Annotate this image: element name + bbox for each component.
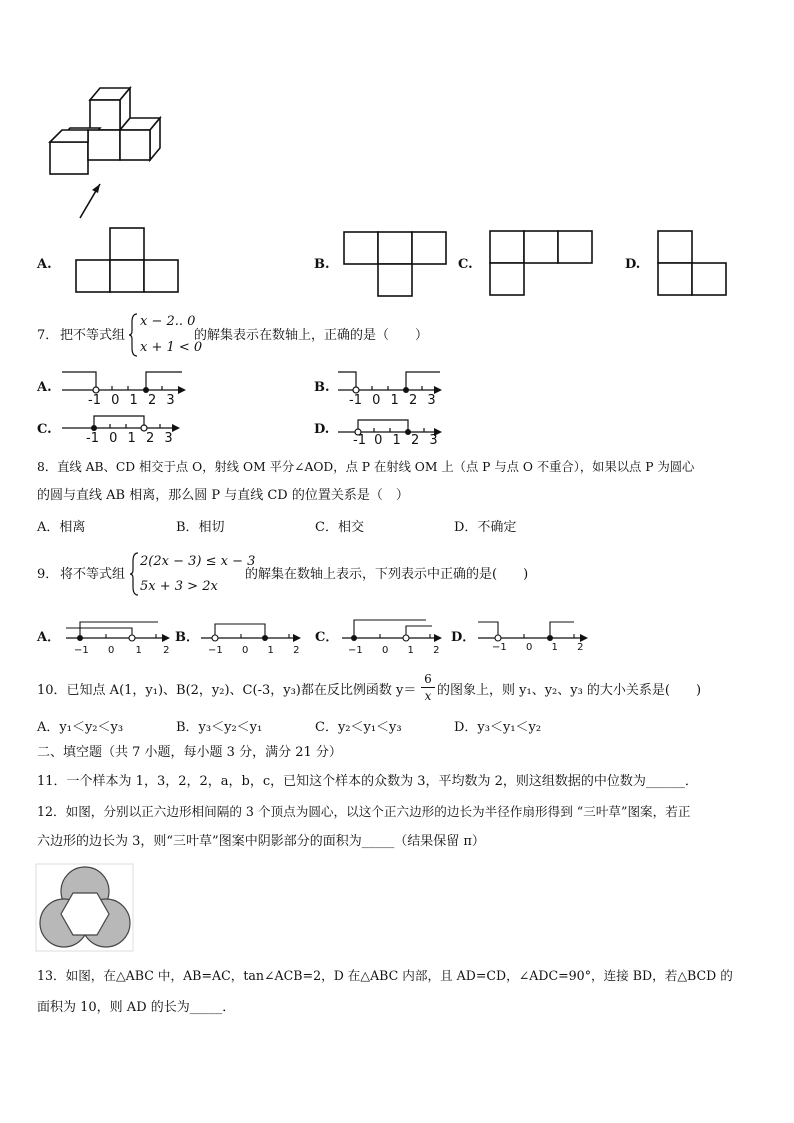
- q6-net-c: [488, 229, 598, 299]
- q10-pre: 10．已知点 A(1，y₁)、B(2，y₂)、C(-3，y₃)都在反比例函数 y＝: [37, 683, 417, 698]
- q7-system-line-2: x + 1 < 0: [140, 340, 203, 355]
- q7-ticks-a: -1 0 1 2 3: [88, 393, 175, 408]
- q7-ticks-c: -1 0 1 2 3: [86, 431, 173, 446]
- q7-ticks-b: -1 0 1 2 3: [349, 393, 436, 408]
- q9-ticks-a: −1 0 1 2: [74, 645, 170, 656]
- q7-option-a[interactable]: A.: [37, 380, 52, 395]
- q6-net-b: [342, 230, 452, 300]
- q9-option-d[interactable]: D．: [451, 630, 476, 645]
- q10-fraction: [421, 672, 435, 703]
- q9-brace: [130, 551, 140, 597]
- q12-line-2: 六边形的边长为 3，则“三叶草”图案中阴影部分的面积为_____（结果保留 π）: [37, 834, 485, 849]
- q13-line-2: 面积为 10，则 AD 的长为_____．: [37, 1000, 236, 1015]
- q7-option-c[interactable]: C.: [37, 422, 52, 437]
- q10-fraction-bar: [421, 687, 435, 688]
- q7-system-line-1: x − 2.. 0: [140, 314, 196, 329]
- q6-option-d[interactable]: D.: [625, 257, 641, 272]
- q7-pre: 把不等式组: [60, 328, 126, 343]
- three-leaf-figure: [35, 863, 135, 953]
- q9-ticks-d: −1 0 1 2: [492, 642, 584, 653]
- q9-option-b[interactable]: B．: [175, 630, 199, 645]
- q9-post: 的解集在数轴上表示，下列表示中正确的是( ): [245, 567, 529, 582]
- q9-option-a[interactable]: A．: [37, 630, 61, 645]
- q13-line-1: 13．如图，在△ABC 中，AB=AC，tan∠ACB=2，D 在△ABC 内部，且 AD=CD，∠ADC=90°，连接 BD，若△BCD 的: [37, 968, 733, 983]
- q10-fraction-numerator: 6: [424, 672, 432, 686]
- q6-option-a[interactable]: A.: [37, 257, 52, 272]
- q9-system-line-2: 5x + 3 > 2x: [140, 579, 218, 594]
- q7-post: 的解集表示在数轴上，正确的是（ ）: [194, 328, 429, 343]
- q7-option-d[interactable]: D.: [314, 422, 330, 437]
- q8-line-2: 的圆与直线 AB 相离，那么圆 P 与直线 CD 的位置关系是（ ）: [37, 488, 409, 503]
- q9-ticks-b: −1 0 1 2: [208, 645, 300, 656]
- q7-ticks-d: -1 0 1 2 3: [353, 433, 438, 448]
- q11-text: 11．一个样本为 1，3，2，2，a，b，c，已知这个样本的众数为 3，平均数为 2，则这组数据的中位数为______．: [37, 774, 698, 789]
- q7-option-b[interactable]: B.: [314, 380, 330, 395]
- q10-post: 的图象上，则 y₁、y₂、y₃ 的大小关系是( ): [437, 683, 702, 698]
- q8-choice-d[interactable]: D．不确定: [454, 520, 517, 535]
- q9-pre: 将不等式组: [60, 567, 126, 582]
- q8-choice-c[interactable]: C．相交: [315, 520, 364, 535]
- section-2-title: 二、填空题（共 7 小题，每小题 3 分，满分 21 分）: [37, 745, 342, 760]
- q8-line-1: 8．直线 AB、CD 相交于点 O，射线 OM 平分∠AOD，点 P 在射线 OM 上（点 P 与点 O 不重合），如果以点 P 为圆心: [37, 460, 695, 474]
- q9-option-c[interactable]: C．: [315, 630, 339, 645]
- q6-net-d: [656, 229, 736, 299]
- q10-choice-d[interactable]: D．y₃＜y₁＜y₂: [454, 720, 542, 735]
- q10-choice-c[interactable]: C．y₂＜y₁＜y₃: [315, 720, 402, 735]
- q6-net-a: [74, 224, 184, 294]
- q8-choice-b[interactable]: B．相切: [176, 520, 225, 535]
- q7-brace: [129, 312, 139, 358]
- q6-option-c[interactable]: C.: [458, 257, 473, 272]
- q8-choice-a[interactable]: A．相离: [37, 520, 86, 535]
- q6-option-b[interactable]: B.: [314, 257, 330, 272]
- q10-fraction-denominator: x: [424, 689, 432, 703]
- q12-line-1: 12．如图，分别以正六边形相间隔的 3 个顶点为圆心，以这个正六边形的边长为半径作扇形得到 “三叶草”图案，若正: [37, 804, 691, 819]
- q7-number: 7．: [37, 328, 59, 343]
- q9-number: 9．: [37, 567, 59, 582]
- q9-ticks-c: −1 0 1 2: [348, 645, 440, 656]
- cube-stack-figure: [40, 80, 200, 240]
- q10-choice-a[interactable]: A．y₁＜y₂＜y₃: [37, 720, 124, 735]
- q9-system-line-1: 2(2x − 3) ≤ x − 3: [140, 554, 256, 569]
- q10-choice-b[interactable]: B．y₃＜y₂＜y₁: [176, 720, 263, 735]
- q9-numberline-d: [476, 616, 596, 660]
